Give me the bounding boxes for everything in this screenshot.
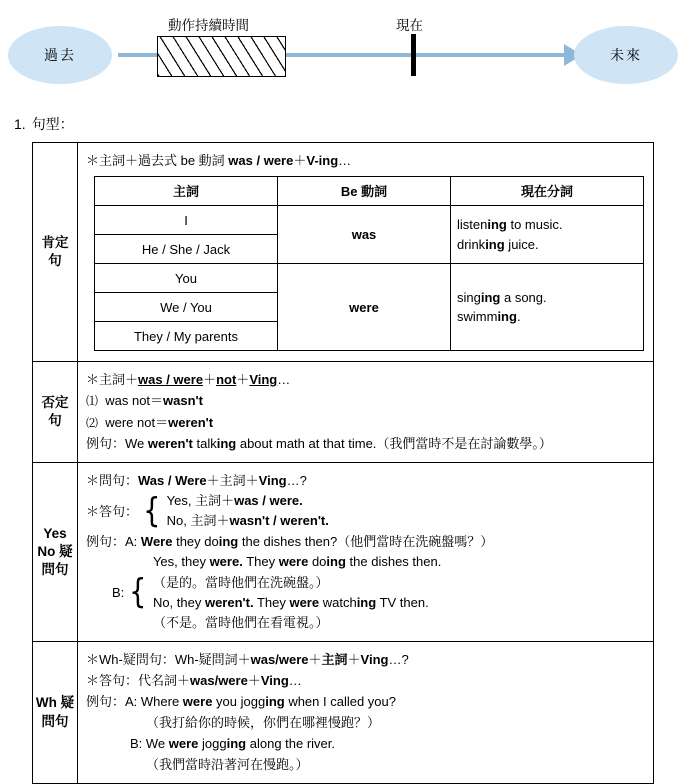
timeline-duration-label: 動作持續時間 <box>168 18 249 33</box>
row-label-negative <box>33 362 78 463</box>
yesno-answer-1: Yes, 主詞＋was / were. <box>166 493 303 509</box>
row-label-wh-text: Wh 疑問句 <box>35 695 75 729</box>
wh-formula-2: ＊答句：代名詞＋was/were＋Ving… <box>86 673 302 688</box>
inner-header-subject: 主詞 <box>95 177 278 206</box>
negative-item-2: ⑵ were not＝weren't <box>86 414 214 430</box>
row-label-yesno-text: Yes No 疑問句 <box>37 525 73 578</box>
yesno-b-line-2: （是的。當時他們在洗碗盤。） <box>152 574 329 590</box>
brace-icon: { <box>143 490 161 531</box>
table-row-negative <box>33 362 654 463</box>
wh-example-b: B: We were jogging along the river. <box>130 736 336 752</box>
section-number: 1. <box>14 116 26 132</box>
row-label-affirmative-text: 肯定句 <box>41 234 69 269</box>
negative-item-2-num: ⑵ <box>86 415 99 430</box>
yesno-question: ＊問句：Was / Were＋主詞＋Ving…? <box>86 473 307 489</box>
timeline-past-circle <box>8 26 112 84</box>
negative-item-1-num: ⑴ <box>86 394 99 409</box>
grammar-table <box>32 142 654 784</box>
inner-header-row <box>95 177 644 206</box>
inner-row-3 <box>95 264 644 293</box>
negative-example: 例句：We weren't talking about math at that time.（我們當時不是在討論數學。） <box>86 435 552 451</box>
yesno-answer-2: No, 主詞＋wasn't / weren't. <box>166 513 329 529</box>
be-cell-were: were <box>278 264 451 351</box>
row-label-yesno <box>33 463 78 642</box>
yesno-answer-lines <box>167 491 329 531</box>
timeline-past-label: 過去 <box>44 47 76 63</box>
timeline-now-marker <box>411 34 416 76</box>
yesno-b-lines <box>153 552 441 633</box>
yesno-answer-block <box>86 491 645 531</box>
affirmative-inner-table <box>94 176 644 351</box>
timeline-now-label: 現在 <box>396 18 423 33</box>
wh-example-a: 例句：A: Where were you jogging when I called you? <box>86 694 396 710</box>
yesno-example-a: 例句：A: Were they doing the dishes then?（他們當時在洗碗盤嗎？） <box>86 534 494 550</box>
brace-icon-2: { <box>129 572 147 613</box>
participle-was-line-2: drinking juice. <box>457 236 539 252</box>
row-label-negative-text: 否定句 <box>41 394 69 429</box>
participle-cell-were <box>451 264 644 351</box>
yesno-b-line-3: No, they weren't. They were watching TV then. <box>152 594 429 610</box>
table-row-affirmative <box>33 143 654 362</box>
timeline-future-label: 未來 <box>610 47 642 63</box>
row-content-yesno <box>78 463 654 642</box>
subject-cell-3: You <box>95 264 278 293</box>
section-heading <box>14 114 686 134</box>
yesno-b-line-4: （不是。當時他們在看電視。） <box>152 614 329 630</box>
subject-cell-5: They / My parents <box>95 322 278 351</box>
negative-item-1: ⑴ was not＝wasn't <box>86 393 203 409</box>
subject-cell-1: I <box>95 206 278 235</box>
negative-formula: ＊主詞＋was / were＋not＋Ving… <box>86 372 291 388</box>
participle-was-line-1: listening to music. <box>457 217 563 233</box>
yesno-example-b-block <box>86 552 645 633</box>
inner-header-participle: 現在分詞 <box>451 177 644 206</box>
inner-row-1 <box>95 206 644 235</box>
subject-cell-2: He / She / Jack <box>95 235 278 264</box>
affirmative-formula: ＊主詞＋過去式 be 動詞 was / were＋V-ing… <box>86 153 352 168</box>
row-content-negative <box>78 362 654 463</box>
yesno-b-line-1: Yes, they were. They were doing the dishes then. <box>152 554 442 570</box>
wh-example-a-cn: （我打給你的時候，你們在哪裡慢跑？） <box>146 715 381 731</box>
wh-formula-1: ＊Wh-疑問句：Wh-疑問詞＋was/were＋主詞＋Ving…? <box>86 651 409 667</box>
wh-example-b-cn: （我們當時沿著河在慢跑。） <box>146 757 309 773</box>
subject-cell-4: We / You <box>95 293 278 322</box>
inner-header-be: Be 動詞 <box>278 177 451 206</box>
yesno-answer-label: ＊答句： <box>86 503 139 519</box>
timeline-duration-box <box>157 36 286 77</box>
be-cell-was: was <box>278 206 451 264</box>
timeline-future-circle <box>574 26 678 84</box>
row-content-affirmative <box>78 143 654 362</box>
row-content-wh <box>78 641 654 783</box>
table-row-yesno <box>33 463 654 642</box>
participle-were-line-1: singing a song. <box>457 289 547 305</box>
participle-cell-was <box>451 206 644 264</box>
table-row-wh <box>33 641 654 783</box>
yesno-b-label: B: <box>112 585 125 601</box>
row-label-wh <box>33 641 78 783</box>
timeline-diagram <box>0 0 686 108</box>
row-label-affirmative <box>33 143 78 362</box>
participle-were-line-2: swimming. <box>457 309 521 325</box>
section-title: 句型： <box>31 116 74 132</box>
